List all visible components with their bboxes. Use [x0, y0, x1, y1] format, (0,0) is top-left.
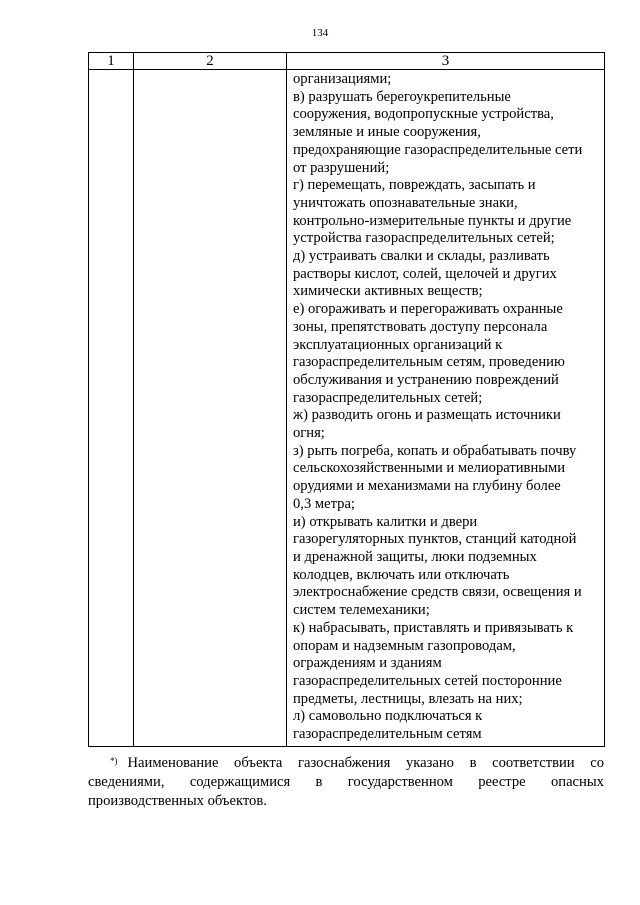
text-line: к) набрасывать, приставлять и привязывать к	[293, 619, 574, 636]
column-header-3: 3	[287, 53, 605, 70]
text-line: 0,3 метра;	[293, 495, 355, 512]
column-1-cell	[89, 70, 134, 747]
text-line: зоны, препятствовать доступу персонала	[293, 318, 548, 335]
text-line: от разрушений;	[293, 159, 390, 176]
footnote-word: опасных	[550, 774, 604, 790]
text-line: уничтожать опознавательные знаки,	[293, 194, 518, 211]
text-line: газорегуляторных пунктов, станций катодной	[293, 531, 577, 548]
document-table	[88, 52, 605, 747]
column-header-1: 1	[89, 53, 134, 70]
footnote-line-3: производственных объектов.	[88, 793, 267, 809]
text-line: и) открывать калитки и двери	[293, 513, 478, 530]
footnote-word: со	[590, 755, 604, 771]
footnote-word: содержащимися	[189, 774, 291, 790]
column-2-cell	[134, 70, 287, 747]
text-line: предметы, лестницы, влезать на них;	[293, 690, 523, 707]
text-line: ограждениям и зданиям	[293, 655, 442, 672]
text-line: д) устраивать свалки и склады, разливать	[293, 248, 550, 265]
footnote-word: государственном	[347, 774, 453, 790]
text-line: г) перемещать, повреждать, засыпать и	[293, 177, 536, 194]
text-line: организациями;	[293, 71, 392, 87]
page-number: 134	[311, 27, 329, 39]
text-line: огня;	[293, 425, 325, 442]
text-line: контрольно-измерительные пункты и другие	[293, 212, 572, 229]
footnote-word: указано	[405, 755, 454, 771]
text-line: в) разрушать берегоукрепительные	[293, 88, 511, 105]
text-line: электроснабжение средств связи, освещения и	[293, 584, 582, 601]
footnote-word: в	[469, 755, 477, 771]
text-line: орудиями и механизмами на глубину более	[293, 478, 561, 495]
footnote-word: в	[315, 774, 323, 790]
footnote-word: газоснабжения	[298, 755, 391, 771]
text-line: газораспределительных сетей посторонние	[293, 672, 562, 689]
text-line: химически активных веществ;	[293, 283, 483, 300]
text-line: газораспределительным сетям, проведению	[293, 354, 565, 371]
text-line: и дренажной защиты, люки подземных	[293, 548, 537, 565]
text-line: колодцев, включать или отключать	[293, 566, 510, 583]
text-line: сооружения, водопропускные устройства,	[293, 106, 554, 123]
column-header-2: 2	[134, 53, 287, 70]
footnote-line-2	[88, 773, 604, 792]
footnote-word: объекта	[234, 755, 283, 771]
text-line: предохраняющие газораспределительные сети	[293, 141, 583, 158]
text-line: систем телемеханики;	[293, 602, 430, 619]
text-line: земляные и иные сооружения,	[293, 124, 481, 141]
table-row	[89, 70, 605, 747]
text-line: з) рыть погреба, копать и обрабатывать почву	[293, 442, 577, 459]
text-line: газораспределительным сетям	[293, 726, 482, 743]
text-line: обслуживания и устранению повреждений	[293, 371, 559, 388]
text-line: е) огораживать и перегораживать охранные	[293, 301, 563, 318]
footnote	[88, 754, 604, 811]
table-header-row	[89, 53, 605, 70]
text-line: л) самовольно подключаться к	[293, 708, 483, 725]
text-line: опорам и надземным газопроводам,	[293, 637, 516, 654]
text-line: устройства газораспределительных сетей;	[293, 230, 555, 247]
footnote-word: сведениями,	[88, 774, 165, 790]
footnote-line-1	[88, 754, 604, 773]
text-line: газораспределительных сетей;	[293, 389, 483, 406]
text-line: ж) разводить огонь и размещать источники	[293, 407, 561, 424]
footnote-first-word	[110, 754, 218, 773]
footnote-word: Наименование	[127, 755, 219, 771]
footnote-word: реестре	[478, 774, 526, 790]
text-line: растворы кислот, солей, щелочей и других	[293, 265, 557, 282]
column-3-cell	[287, 70, 605, 747]
text-line: эксплуатационных организаций к	[293, 336, 503, 353]
footnote-marker: *)	[110, 756, 118, 766]
footnote-word: соответствии	[492, 755, 575, 771]
text-line: сельскохозяйственными и мелиоративными	[293, 460, 566, 477]
